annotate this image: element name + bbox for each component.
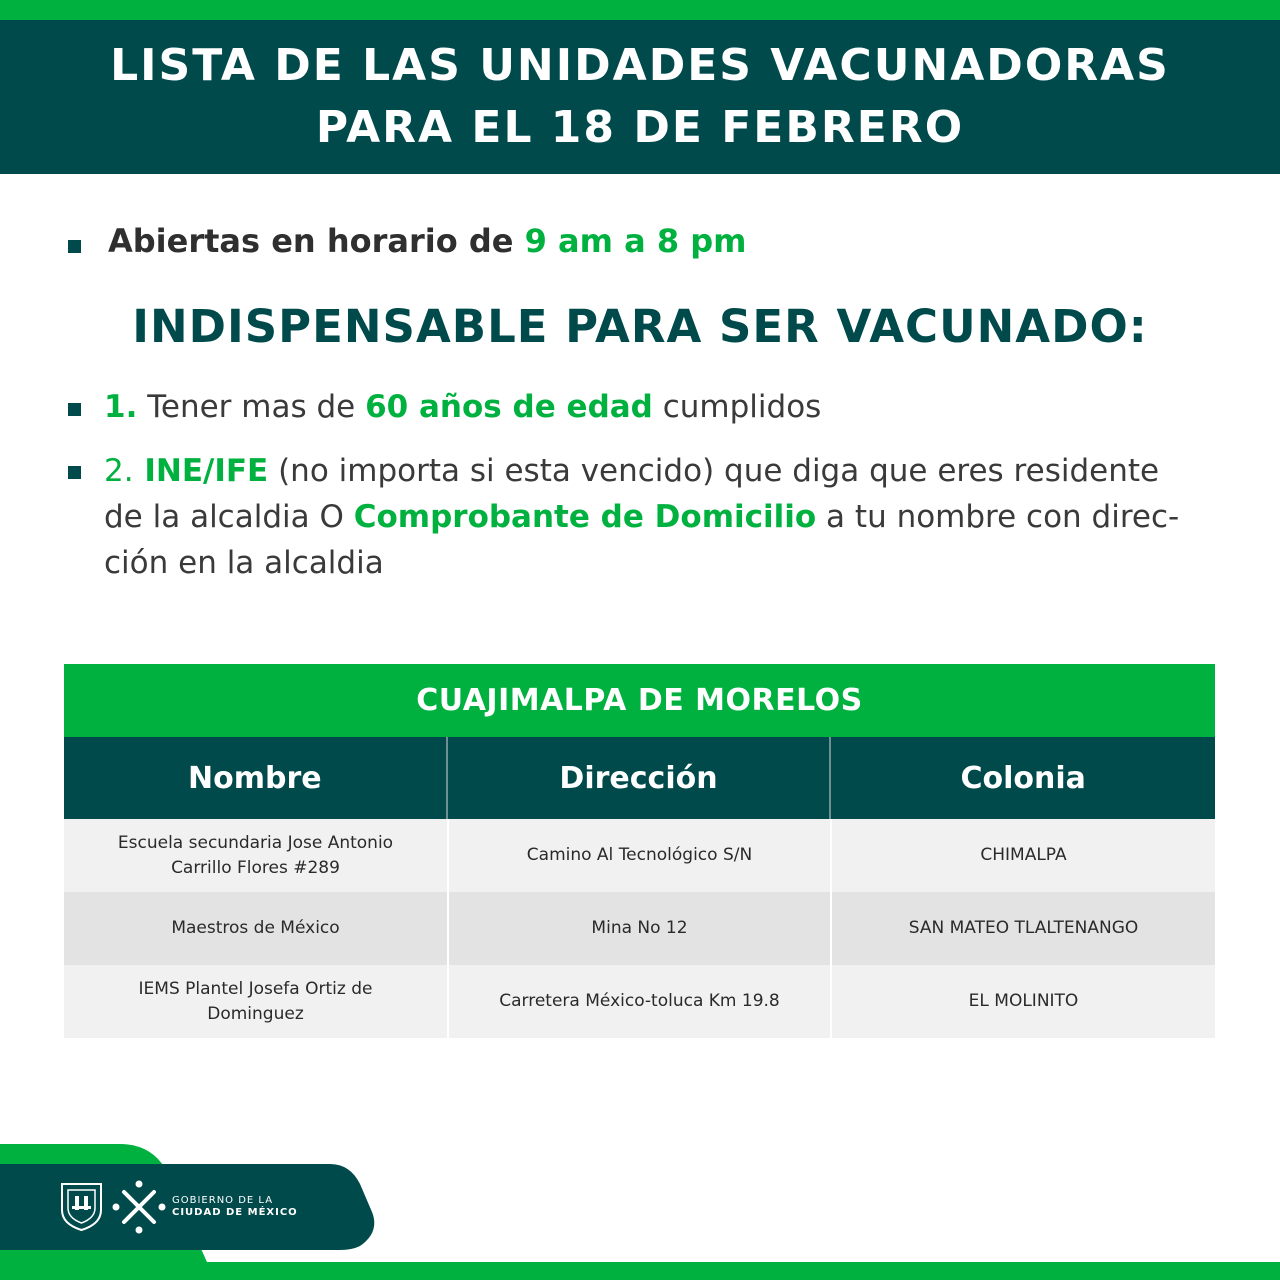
schedule-prefix: Abiertas en horario de <box>108 222 525 260</box>
page-title-line-1: LISTA DE LAS UNIDADES VACUNADORAS <box>110 40 1170 91</box>
requirement-1-text-a: Tener mas de <box>137 389 366 425</box>
requirement-2-number: 2. <box>104 453 134 489</box>
column-header-direccion: Dirección <box>446 737 830 819</box>
bullet-icon <box>68 240 81 253</box>
page-header <box>0 20 1280 174</box>
government-wordmark <box>172 1195 298 1219</box>
requirement-1-highlight: 60 años de edad <box>365 389 653 425</box>
vaccination-units-table <box>64 664 1215 1038</box>
requirement-2 <box>104 448 1179 586</box>
cell-colonia: CHIMALPA <box>830 819 1215 892</box>
bottom-accent-strip <box>0 1262 1280 1280</box>
cell-colonia: EL MOLINITO <box>830 965 1215 1038</box>
requirement-2-text-a: (no importa si esta vencido) que diga que eres residente <box>268 453 1160 489</box>
cell-nombre: IEMS Plantel Josefa Ortiz de Dominguez <box>138 978 373 1024</box>
cell-direccion: Carretera México-toluca Km 19.8 <box>447 965 830 1038</box>
column-header-nombre: Nombre <box>188 760 322 796</box>
table-row <box>64 819 1215 892</box>
government-line-1: GOBIERNO DE LA <box>172 1195 274 1206</box>
cell-direccion: Mina No 12 <box>447 892 830 965</box>
top-accent-strip <box>0 0 1280 20</box>
requirement-2-line-3 <box>104 540 1179 586</box>
requirement-1-text-b: cumplidos <box>652 389 822 425</box>
requirement-2-highlight-b: Comprobante de Domicilio <box>353 499 817 535</box>
requirement-2-text-c: a tu nombre con direc- <box>816 499 1180 535</box>
requirement-2-text-d: ción en la alcaldia <box>104 545 384 581</box>
table-row <box>64 965 1215 1038</box>
requirement-2-line-1 <box>104 448 1179 494</box>
requirements-title: INDISPENSABLE PARA SER VACUNADO: <box>132 300 1148 353</box>
cell-nombre: Escuela secundaria Jose Antonio Carrillo Flores #289 <box>117 832 394 878</box>
requirement-2-highlight-a: INE/IFE <box>133 453 269 489</box>
bullet-icon <box>68 466 81 479</box>
schedule-text <box>108 222 746 260</box>
government-line-2: CIUDAD DE MÉXICO <box>172 1207 298 1218</box>
schedule-hours: 9 am a 8 pm <box>524 222 747 260</box>
table-header-row <box>64 737 1215 819</box>
requirement-1 <box>104 384 821 430</box>
requirement-2-text-b: de la alcaldia O <box>104 499 354 535</box>
cell-colonia: SAN MATEO TLALTENANGO <box>830 892 1215 965</box>
cell-nombre: Maestros de México <box>171 918 340 938</box>
column-header-colonia: Colonia <box>829 737 1215 819</box>
requirement-1-number: 1. <box>104 389 138 425</box>
page-title-line-2: PARA EL 18 DE FEBRERO <box>315 102 965 153</box>
table-row <box>64 892 1215 965</box>
cell-direccion: Camino Al Tecnológico S/N <box>447 819 830 892</box>
table-title: CUAJIMALPA DE MORELOS <box>64 664 1215 737</box>
requirement-2-line-2 <box>104 494 1179 540</box>
bullet-icon <box>68 403 81 416</box>
